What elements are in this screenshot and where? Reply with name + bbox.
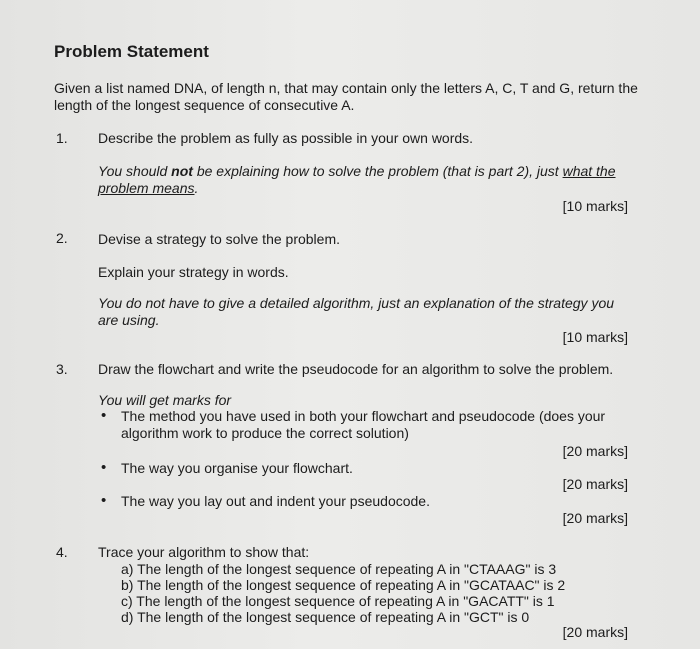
problem-intro: Given a list named DNA, of length n, that may contain only the letters A, C, T and G, return the length of the longest sequence of consecutive A. — [54, 80, 638, 113]
q3-bullet-1-marks: [20 marks] — [562, 443, 628, 459]
q3-text: Draw the flowchart and write the pseudocode for an algorithm to solve the problem. — [98, 361, 614, 377]
q1-number: 1. — [56, 130, 68, 146]
q2-text: Devise a strategy to solve the problem. — [98, 231, 341, 247]
q3-number: 3. — [56, 361, 68, 377]
q1-marks: [10 marks] — [562, 198, 628, 214]
q3-bullet-1-text: The method you have used in both your flowchart and pseudocode (does your algorithm work to produce the correct solution) — [121, 408, 606, 441]
bullet-dot: • — [101, 459, 107, 476]
page-title: Problem Statement — [54, 42, 209, 61]
q2-text2: Explain your strategy in words. — [98, 264, 289, 280]
q4-item-a: a) The length of the longest sequence of repeating A in "CTAAAG" is 3 — [121, 561, 557, 577]
q4-number: 4. — [56, 544, 68, 560]
q1-note-underlined: what the problem means — [98, 163, 616, 196]
bullet-dot: • — [101, 407, 107, 424]
q1-note — [98, 163, 638, 197]
bullet-dot: • — [101, 492, 107, 509]
q3-bullet-2-text: The way you organise your flowchart. — [121, 460, 353, 476]
q3-bullet-2-marks: [20 marks] — [562, 476, 628, 492]
q4-marks: [20 marks] — [562, 624, 628, 640]
q2-marks: [10 marks] — [562, 329, 628, 345]
q2-note: You do not have to give a detailed algorithm, just an explanation of the strategy you are using. — [98, 295, 615, 328]
q3-bullet-3-text: The way you lay out and indent your pseudocode. — [121, 493, 430, 509]
q1-note-end: . — [194, 180, 199, 196]
q3-bullet-3-marks: [20 marks] — [562, 510, 628, 526]
q4-text: Trace your algorithm to show that: — [98, 544, 310, 560]
q4-item-d: d) The length of the longest sequence of repeating A in "GCT" is 0 — [121, 609, 530, 625]
q1-note-a: You should — [98, 163, 172, 179]
q1-note-not: not — [171, 163, 193, 179]
q3-lead: You will get marks for — [98, 392, 232, 408]
q2-number: 2. — [56, 230, 68, 246]
q4-item-c: c) The length of the longest sequence of repeating A in "GACATT" is 1 — [121, 593, 555, 609]
q1-text: Describe the problem as fully as possible in your own words. — [98, 130, 474, 146]
q4-item-b: b) The length of the longest sequence of repeating A in "GCATAAC" is 2 — [121, 577, 566, 593]
q1-note-b: be explaining how to solve the problem (that is part 2), just — [192, 163, 563, 179]
